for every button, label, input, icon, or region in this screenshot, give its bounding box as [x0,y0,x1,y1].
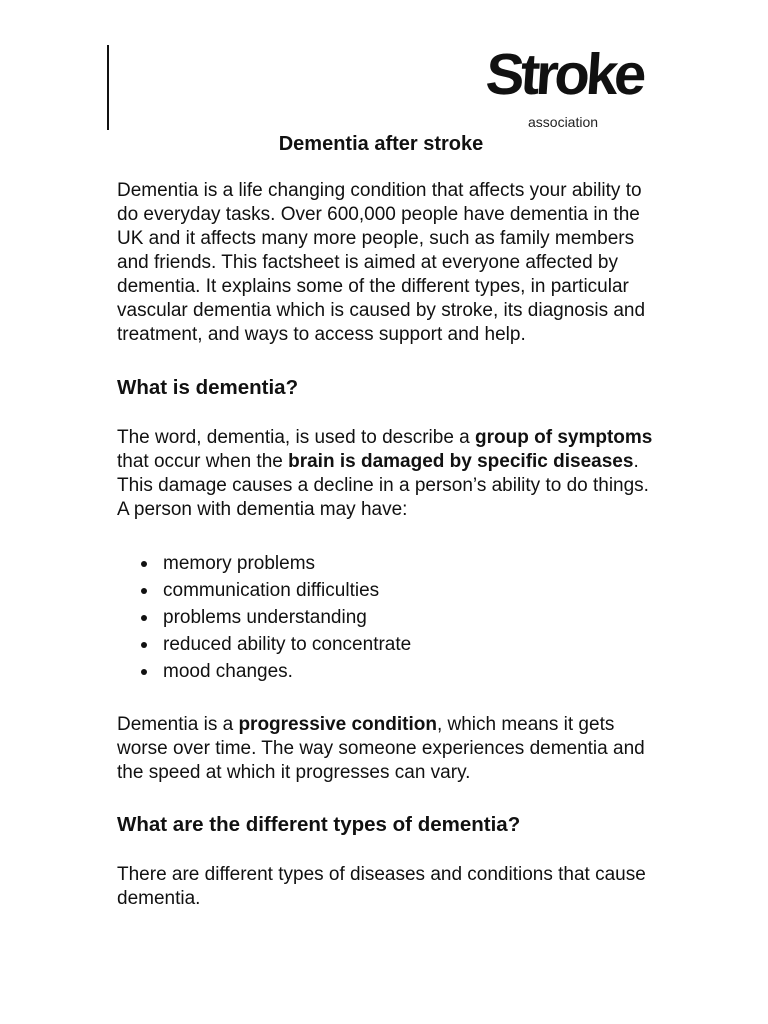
definition-bold-2: brain is damaged by specific diseases [288,451,634,472]
document-title-text: Dementia after stroke [278,133,484,155]
list-item: communication difficulties [117,577,657,604]
document-body [117,179,657,911]
progressive-text-2: , which means it gets worse over time. The way someone experiences dementia and the speed at which it progresses can vary. [117,714,645,783]
section-heading-what-is-dementia: What is dementia? [117,376,299,399]
progressive-bold: progressive condition [238,714,437,735]
intro-paragraph: Dementia is a life changing condition that affects your ability to do everyday tasks. Over 600,000 people have dementia in the UK and it affects many more people, such as family members and friends. This factsheet is aimed at everyone affected by dementia. It explains some of the different types, in particular vascular dementia which is caused by stroke, its diagnosis and treatment, and ways to access support and help. [117,180,646,345]
list-item: problems understanding [117,604,657,631]
section-heading-types-of-dementia: What are the different types of dementia? [117,813,521,836]
symptom-list [117,550,657,685]
types-paragraph: There are different types of diseases and conditions that cause dementia. [117,864,646,909]
logo-wordmark: Stroke [483,42,645,107]
list-item: mood changes. [117,658,657,685]
document-title [0,130,768,158]
list-item: reduced ability to concentrate [117,631,657,658]
definition-text-2: that occur when the [117,451,289,472]
stroke-association-logo [483,40,671,135]
definition-bold-1: group of symptoms [475,427,653,448]
progressive-text-1: Dementia is a [117,714,239,735]
list-item: memory problems [117,550,657,577]
margin-rule [107,45,109,130]
progressive-paragraph [117,713,657,785]
logo-subtext: association [528,114,599,130]
definition-text-1: The word, dementia, is used to describe a [117,427,476,448]
definition-paragraph [117,426,657,522]
definition-text-3: . This damage causes a decline in a person’s ability to do things. A person with dementia may have: [117,451,649,520]
